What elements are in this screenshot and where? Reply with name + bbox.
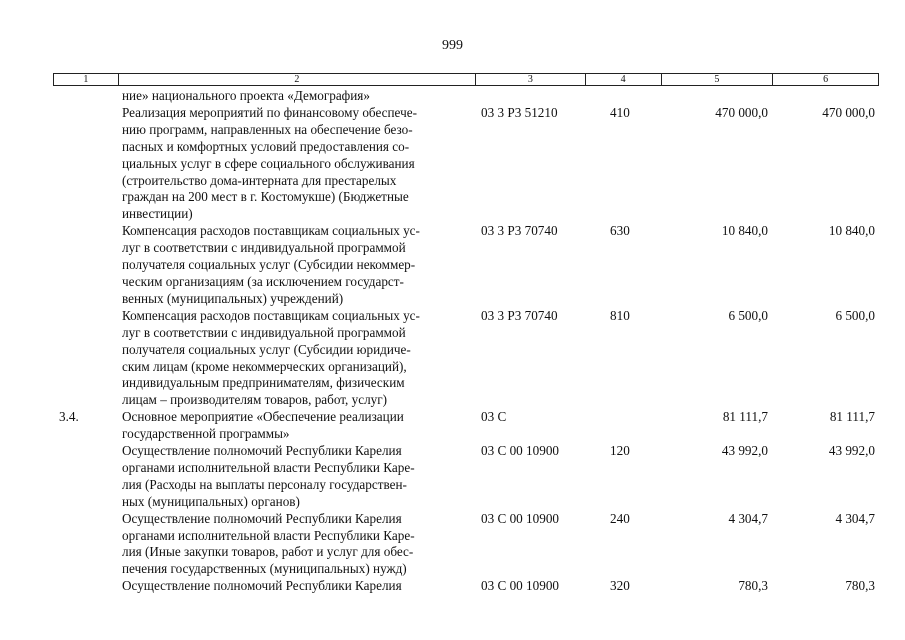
row-amount-col6: 6 500,0 — [835, 307, 875, 323]
column-header-1: 1 — [54, 74, 119, 85]
row-description: Компенсация расходов поставщикам социальных ус- луг в соответствии с индивидуальной программой получателя социальных услуг (Субсидии юридиче- ским лицам (кроме некоммерческих организаций), индивидуальным предпринимателям, физическим лицам – производителям товаров, работ, услуг) — [122, 307, 420, 408]
row-code: 03 C — [481, 409, 507, 425]
column-header-4: 4 — [586, 74, 662, 85]
row-expense-type: 810 — [610, 307, 630, 323]
row-description: Осуществление полномочий Республики Карелия органами исполнительной власти Республики Каре- лия (Иные закупки товаров, работ и услуг для обес- печения государственных (муниципальных) нужд) — [122, 510, 415, 577]
row-code: 03 3 P3 70740 — [481, 223, 558, 239]
row-description: Осуществление полномочий Республики Карелия — [122, 578, 402, 594]
table-row — [53, 105, 879, 223]
row-description: Осуществление полномочий Республики Карелия органами исполнительной власти Республики Каре- лия (Расходы на выплаты персоналу государствен- ных (муниципальных) органов) — [122, 443, 415, 509]
row-expense-type: 410 — [610, 104, 630, 120]
row-amount-col5: 780,3 — [738, 578, 768, 594]
row-description: ние» национального проекта «Демография» — [122, 88, 370, 103]
table-header — [53, 73, 879, 86]
table-row — [53, 578, 879, 595]
row-expense-type: 630 — [610, 223, 630, 239]
row-code: 03 C 00 10900 — [481, 443, 560, 459]
table-row — [53, 443, 879, 511]
row-amount-col6: 470 000,0 — [822, 104, 875, 120]
row-amount-col5: 4 304,7 — [728, 510, 768, 526]
row-code: 03 3 P3 70740 — [481, 307, 558, 323]
row-amount-col6: 780,3 — [845, 578, 875, 594]
row-code: 03 C 00 10900 — [481, 510, 560, 526]
table-row — [53, 88, 879, 105]
table-body — [53, 88, 879, 595]
row-description: Основное мероприятие «Обеспечение реализации государственной программы» — [122, 409, 404, 442]
table-row — [53, 511, 879, 579]
row-expense-type: 320 — [610, 578, 630, 594]
column-header-6: 6 — [823, 74, 829, 85]
row-amount-col6: 4 304,7 — [835, 510, 875, 526]
row-amount-col5: 43 992,0 — [721, 443, 768, 459]
row-description: Компенсация расходов поставщикам социальных ус- луг в соответствии с индивидуальной программой получателя социальных услуг (Субсидии некоммер- ческим организациям (за исключением государст- венных (муниципальных) учреждений) — [122, 223, 420, 306]
column-header-5: 5 — [662, 74, 774, 85]
table-row — [53, 308, 879, 409]
row-code: 03 C 00 10900 — [481, 578, 560, 594]
row-amount-col6: 81 111,7 — [829, 409, 875, 425]
row-amount-col6: 10 840,0 — [828, 223, 875, 239]
page-number: 999 — [442, 38, 463, 53]
column-header-2: 2 — [119, 74, 476, 85]
row-number: 3.4. — [59, 409, 79, 425]
table-row — [53, 409, 879, 443]
column-header-3: 3 — [476, 74, 586, 85]
row-expense-type: 240 — [610, 510, 630, 526]
table-row — [53, 223, 879, 308]
row-amount-col5: 81 111,7 — [722, 409, 768, 425]
row-amount-col6: 43 992,0 — [828, 443, 875, 459]
row-description: Реализация мероприятий по финансовому обеспече- нию программ, направленных на обеспечение безо- пасных и комфортных условий предоставления со- циальных услуг в сфере социального обслуживания (строительство дома-интерната для престарелых граждан на 200 мест в г. Костомукше) (Бюджетные инвестиции) — [122, 104, 417, 222]
row-amount-col5: 6 500,0 — [728, 307, 768, 323]
row-code: 03 3 P3 51210 — [481, 104, 558, 120]
row-amount-col5: 10 840,0 — [721, 223, 768, 239]
row-expense-type: 120 — [610, 443, 630, 459]
row-amount-col5: 470 000,0 — [715, 104, 768, 120]
